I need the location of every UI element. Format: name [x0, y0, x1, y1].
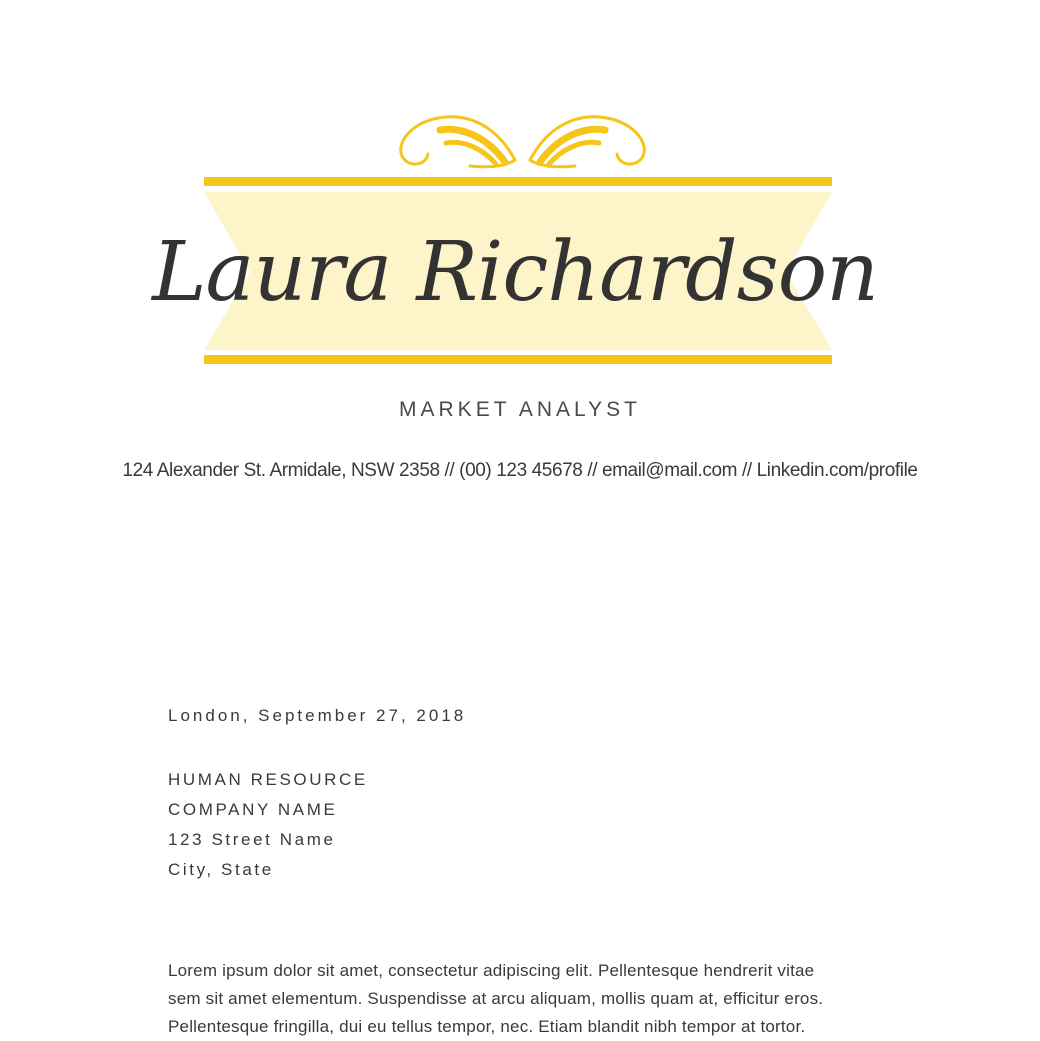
recipient-address: [168, 765, 368, 885]
flourish-ornament-icon: [401, 117, 645, 167]
letter-body: [168, 957, 888, 1041]
banner-top-rule: [204, 177, 832, 186]
body-line: sem sit amet elementum. Suspendisse at arcu aliquam, mollis quam at, efficitur eros.: [168, 989, 824, 1008]
recipient-line: City, State: [168, 860, 274, 879]
body-line: Pellentesque fringilla, dui eu tellus tempor, nec. Etiam blandit nibh tempor at tortor.: [168, 1017, 806, 1036]
recipient-line: HUMAN RESOURCE: [168, 770, 368, 789]
job-title: MARKET ANALYST: [399, 398, 641, 421]
applicant-name: Laura Richardson: [152, 225, 878, 320]
banner-bottom-rule: [204, 355, 832, 364]
letter-date: London, September 27, 2018: [168, 706, 467, 725]
body-line: Lorem ipsum dolor sit amet, consectetur adipiscing elit. Pellentesque hendrerit vitae: [168, 961, 815, 980]
recipient-line: COMPANY NAME: [168, 800, 338, 819]
contact-line: 124 Alexander St. Armidale, NSW 2358 // (00) 123 45678 // email@mail.com // Linkedin.com/profile: [122, 460, 918, 481]
name-banner: [0, 0, 1024, 380]
recipient-line: 123 Street Name: [168, 830, 336, 849]
